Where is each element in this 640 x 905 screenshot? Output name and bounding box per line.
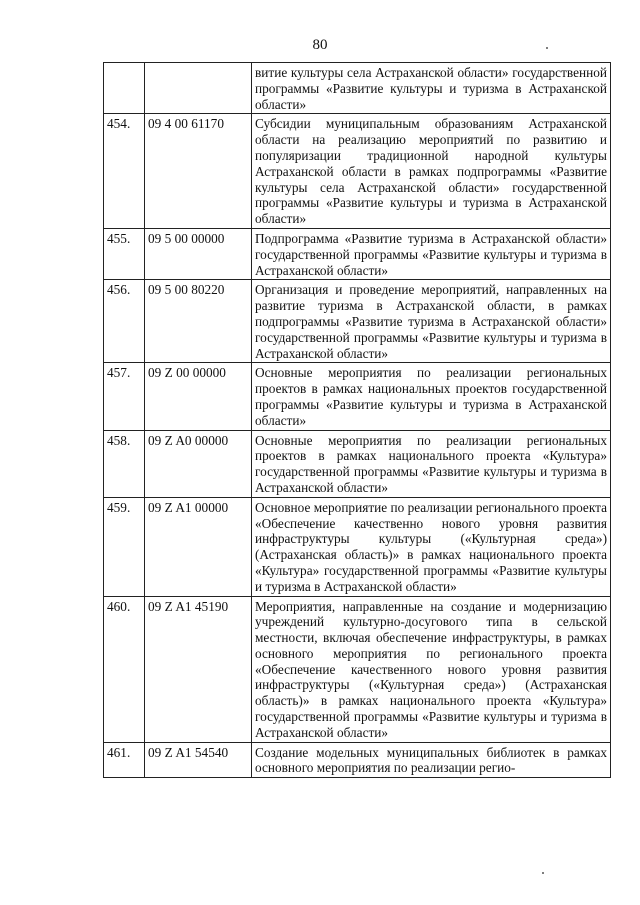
row-description: Создание модельных муниципальных библиотек в рамках основного мероприятия по реализации регио- xyxy=(252,742,611,778)
budget-classification-table xyxy=(103,62,611,778)
row-description: Основные мероприятия по реализации региональных проектов в рамках национального проекта «Культура» государственной программы «Развитие культуры и туризма в Астраханской области» xyxy=(252,430,611,497)
row-number: 457. xyxy=(104,363,145,430)
row-number: 458. xyxy=(104,430,145,497)
row-number: 461. xyxy=(104,742,145,778)
scan-speck xyxy=(542,872,544,874)
row-number: 455. xyxy=(104,228,145,279)
row-number: 459. xyxy=(104,497,145,596)
row-description: Основное мероприятие по реализации регионального проекта «Обеспечение качественно нового уровня развития инфраструктуры культуры («Культурная среда») (Астраханская область)» в рамках национального проекта «Культура» государственной программы «Развитие культуры и туризма в Астраханской области» xyxy=(252,497,611,596)
row-number: 456. xyxy=(104,280,145,363)
table-row xyxy=(104,742,611,778)
row-code: 09 5 00 80220 xyxy=(145,280,252,363)
row-description: Субсидии муниципальным образованиям Астраханской области на реализацию мероприятий по развитию и популяризации традиционной народной культуры Астраханской области в рамках подпрограммы «Развитие культуры села Астраханской области» государственной программы «Развитие культуры и туризма в Астраханской области» xyxy=(252,114,611,229)
table-row xyxy=(104,228,611,279)
row-number xyxy=(104,63,145,114)
row-code: 09 Z A1 54540 xyxy=(145,742,252,778)
table-row xyxy=(104,114,611,229)
table-row xyxy=(104,497,611,596)
table-row xyxy=(104,430,611,497)
row-code: 09 4 00 61170 xyxy=(145,114,252,229)
row-description: Организация и проведение мероприятий, направленных на развитие туризма в Астраханской области, в рамках подпрограммы «Развитие туризма в Астраханской области» государственной программы «Развитие культуры и туризма в Астраханской области» xyxy=(252,280,611,363)
row-code: 09 Z A0 00000 xyxy=(145,430,252,497)
row-number: 460. xyxy=(104,596,145,742)
row-code xyxy=(145,63,252,114)
page-number: 80 xyxy=(312,37,328,53)
table-row xyxy=(104,63,611,114)
row-code: 09 Z 00 00000 xyxy=(145,363,252,430)
table-row xyxy=(104,596,611,742)
row-description: Основные мероприятия по реализации региональных проектов в рамках национальных проектов государственной программы «Развитие культуры и туризма в Астраханской области» xyxy=(252,363,611,430)
row-code: 09 Z A1 00000 xyxy=(145,497,252,596)
table-row xyxy=(104,363,611,430)
row-description: Подпрограмма «Развитие туризма в Астраханской области» государственной программы «Развитие культуры и туризма в Астраханской области» xyxy=(252,228,611,279)
row-code: 09 5 00 00000 xyxy=(145,228,252,279)
row-number: 454. xyxy=(104,114,145,229)
row-description: Мероприятия, направленные на создание и модернизацию учреждений культурно-досугового типа в сельской местности, включая обеспечение инфраструктуры, в рамках основного мероприятия по регионального проекта «Обеспечение качественного нового уровня развития инфраструктуры («Культурная среда») (Астраханская область)» в рамках национального проекта «Культура» государственной программы «Развитие культуры и туризма в Астраханской области» xyxy=(252,596,611,742)
table-row xyxy=(104,280,611,363)
row-description: витие культуры села Астраханской области» государственной программы «Развитие культуры и туризма в Астраханской области» xyxy=(252,63,611,114)
scan-speck xyxy=(546,47,548,49)
row-code: 09 Z A1 45190 xyxy=(145,596,252,742)
